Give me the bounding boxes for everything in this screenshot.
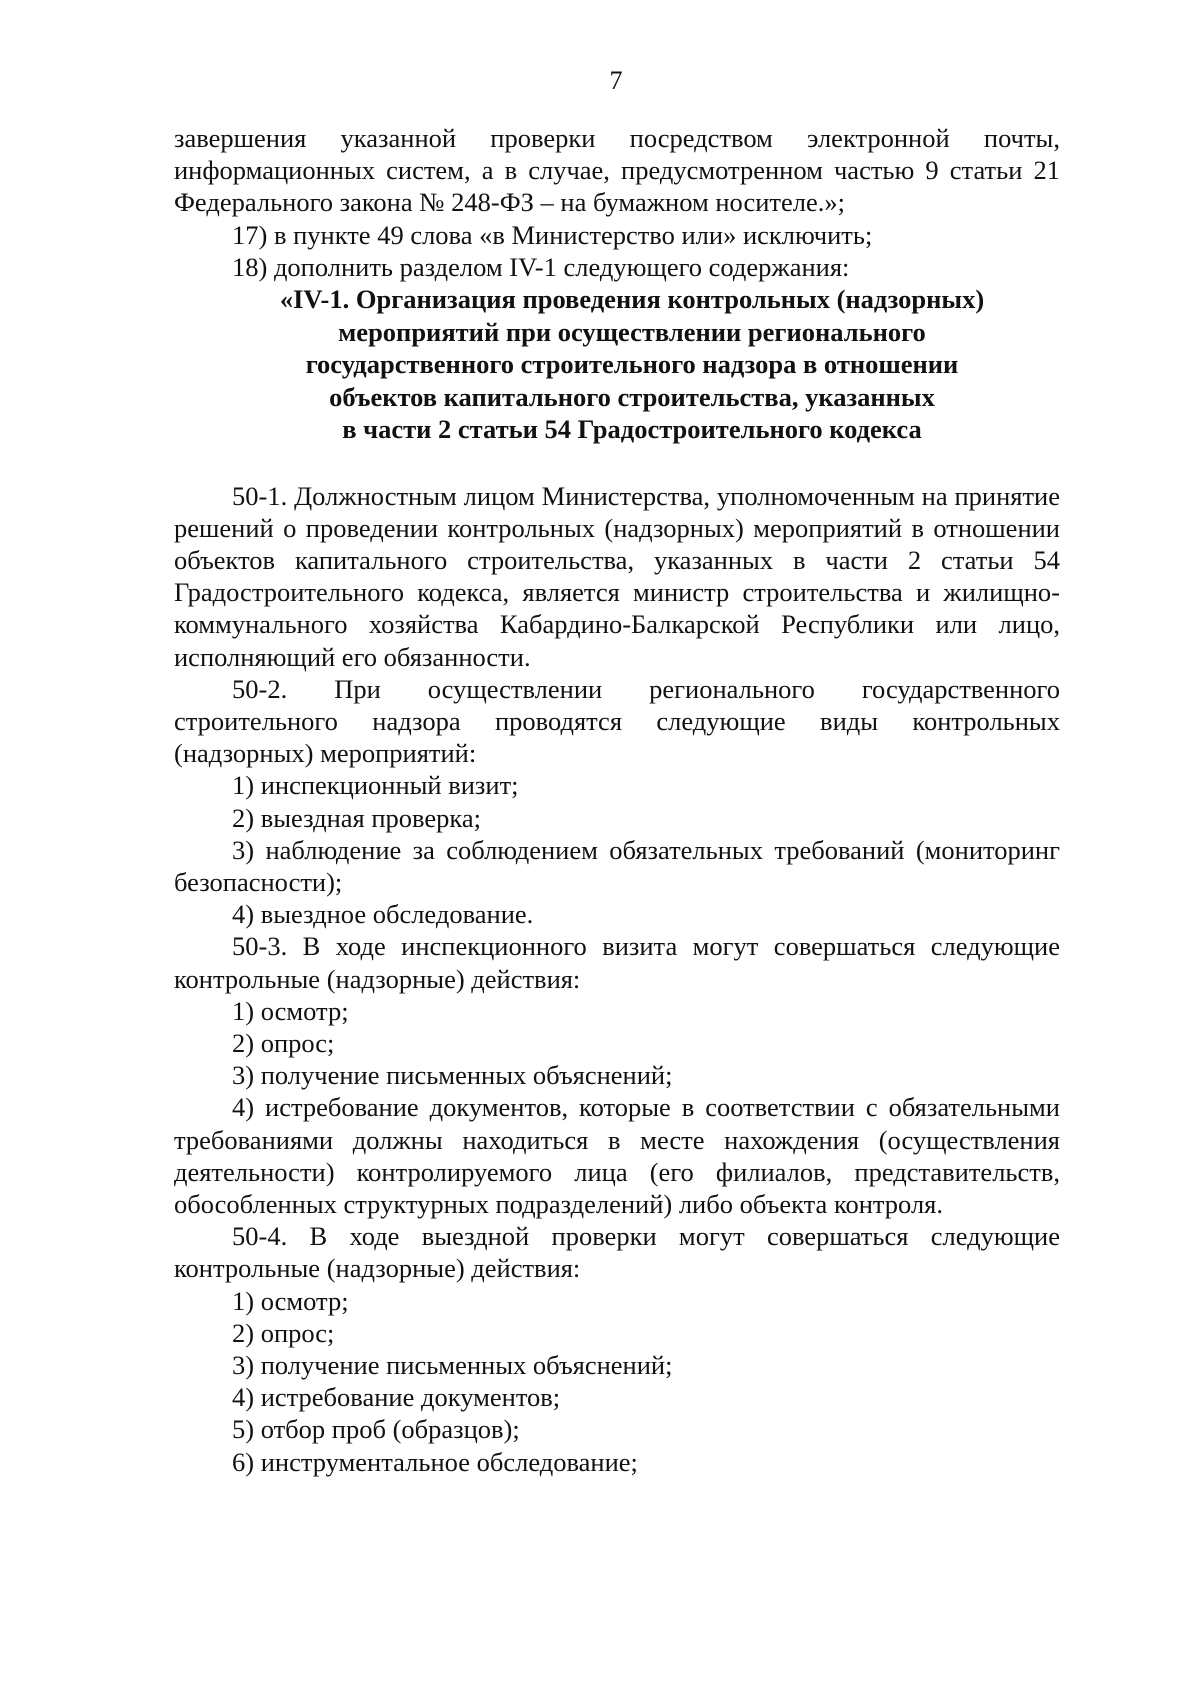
list-item: 3) получение письменных объяснений; [232, 1350, 673, 1380]
heading-line: «IV-1. Организация проведения контрольных (надзорных) [279, 284, 985, 315]
section-heading [174, 283, 1060, 446]
list-item: 6) инструментальное обследование; [232, 1446, 638, 1477]
paragraph-item-18: 18) дополнить разделом IV-1 следующего содержания: [232, 251, 850, 282]
list-item: 3) наблюдение за соблюдением обязательных требований (мониторинг безопасности); [174, 834, 1060, 897]
list-item: 4) истребование документов, которые в соответствии с обязательными требованиями должны находиться в месте нахождения (осуществления деятельности) контролируемого лица (его филиалов, представительств, обособленных структурных подразделений) либо объекта контроля. [174, 1092, 1060, 1219]
paragraph-50-1: 50-1. Должностным лицом Министерства, уполномоченным на принятие решений о проведении контрольных (надзорных) мероприятий в отношении объектов капитального строительства, указанных в части 2 статьи 54 Градостроительного кодекса, является министр строительства и жилищно-коммунального хозяйства Кабардино-Балкарской Республики или лицо, исполняющий его обязанности. [174, 480, 1060, 672]
list-item: 2) выездная проверка; [232, 802, 481, 833]
heading-line: объектов капитального строительства, указанных [329, 381, 935, 412]
paragraph-continuation: завершения указанной проверки посредством электронной почты, информационных систем, а в случае, предусмотренном частью 9 статьи 21 Федерального закона № 248-ФЗ – на бумажном носителе.»; [174, 123, 1060, 218]
list-item: 4) истребование документов; [232, 1382, 561, 1413]
list-item: 3) получение письменных объяснений; [232, 1060, 673, 1091]
page-number: 7 [609, 66, 623, 95]
list-item: 1) осмотр; [232, 995, 349, 1026]
document-body [174, 122, 1060, 1478]
list-item: 2) опрос; [232, 1027, 335, 1058]
heading-line: государственного строительного надзора в отношении [305, 349, 959, 380]
heading-line: мероприятий при осуществлении регионального [338, 316, 926, 347]
list-item: 1) инспекционный визит; [232, 770, 519, 801]
list-item: 2) опрос; [232, 1317, 335, 1348]
heading-line: в части 2 статьи 54 Градостроительного кодекса [342, 414, 922, 445]
paragraph-50-4: 50-4. В ходе выездной проверки могут совершаться следующие контрольные (надзорные) действия: [174, 1221, 1060, 1284]
list-item: 4) выездное обследование. [232, 899, 534, 930]
list-item: 1) осмотр; [232, 1285, 349, 1316]
paragraph-item-17: 17) в пункте 49 слова «в Министерство или» исключить; [232, 219, 873, 250]
list-item: 5) отбор проб (образцов); [232, 1414, 520, 1445]
paragraph-50-2: 50-2. При осуществлении регионального государственного строительного надзора проводятся следующие виды контрольных (надзорных) мероприятий: [174, 673, 1060, 769]
paragraph-50-3: 50-3. В ходе инспекционного визита могут совершаться следующие контрольные (надзорные) действия: [174, 931, 1060, 994]
